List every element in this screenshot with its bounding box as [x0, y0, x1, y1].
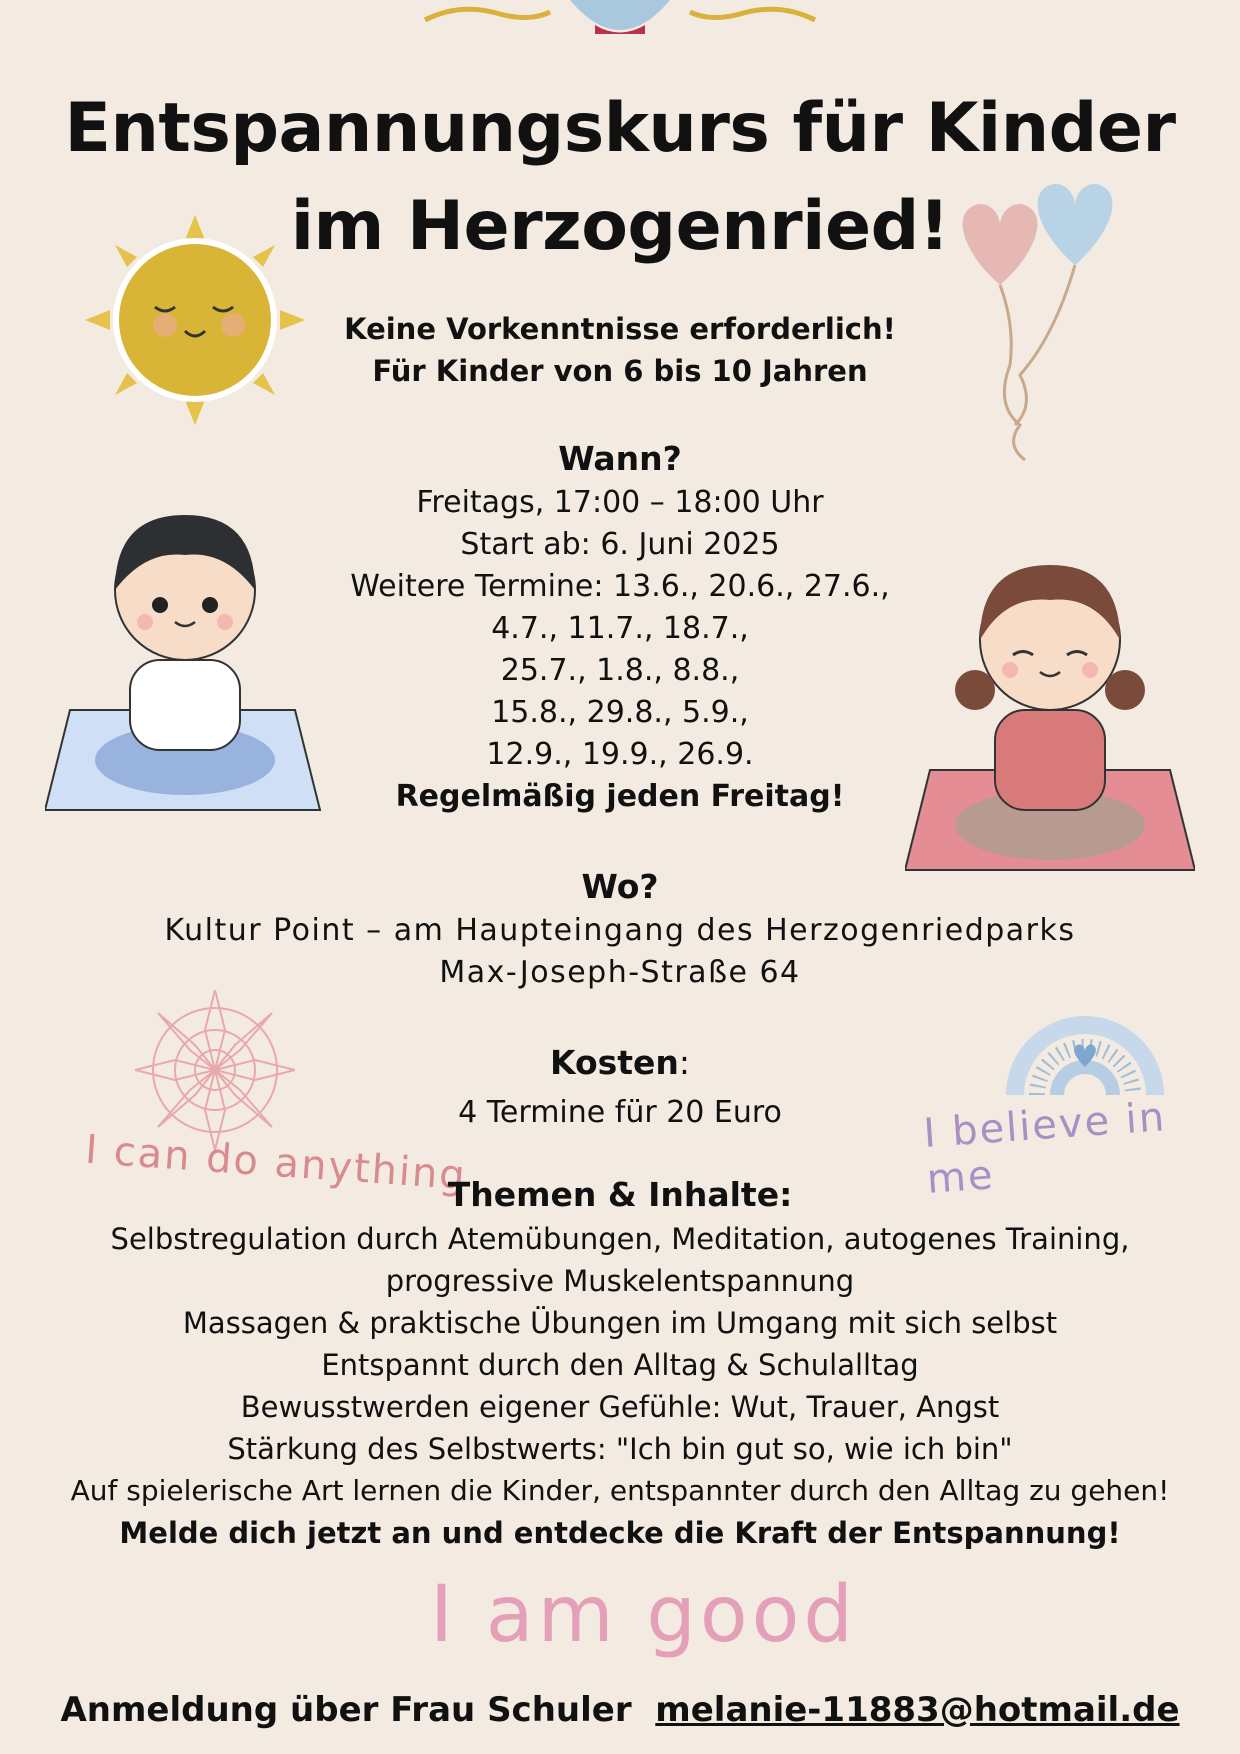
topic-line: progressive Muskelentspannung — [385, 1264, 855, 1298]
bottom-script-text: I am good — [430, 1570, 857, 1660]
intro-line-2: Für Kinder von 6 bis 10 Jahren — [372, 354, 868, 388]
page-title: Entspannungskurs für Kinder im Herzogenried! — [64, 89, 1176, 266]
topic-line: Bewusstwerden eigener Gefühle: Wut, Trauer, Angst — [240, 1390, 1000, 1424]
cost-text: 4 Termine für 20 Euro — [458, 1095, 782, 1130]
intro — [0, 308, 1240, 392]
cost-heading: Kosten — [549, 1043, 679, 1082]
where-line-2: Max-Joseph-Straße 64 — [439, 955, 801, 990]
when-line: Start ab: 6. Juni 2025 — [460, 527, 780, 562]
when-line: Weitere Termine: 13.6., 20.6., 27.6., — [350, 569, 890, 604]
topic-line: Entspannt durch den Alltag & Schulalltag — [321, 1348, 919, 1382]
right-script-text: I believe in me — [922, 1094, 1168, 1203]
when-emphasis: Regelmäßig jeden Freitag! — [395, 779, 845, 814]
email-link[interactable]: melanie-11883@hotmail.de — [655, 1690, 1180, 1730]
topic-line: Massagen & praktische Übungen im Umgang mit sich selbst — [182, 1306, 1058, 1340]
topics-section — [0, 1172, 1240, 1554]
where-section — [0, 864, 1240, 994]
footer-label: Anmeldung über Frau Schuler — [60, 1690, 632, 1730]
left-script-text: I can do anything — [83, 1126, 469, 1200]
when-section — [0, 436, 1240, 818]
when-line: 12.9., 19.9., 26.9. — [486, 737, 754, 772]
cost-section — [0, 1040, 1240, 1134]
topic-line: Selbstregulation durch Atemübungen, Meditation, autogenes Training, — [110, 1222, 1130, 1256]
topic-line: Stärkung des Selbstwerts: "Ich bin gut so, wie ich bin" — [227, 1432, 1013, 1466]
when-heading: Wann? — [558, 439, 682, 478]
cost-heading-colon: : — [678, 1043, 691, 1082]
top-ornament — [420, 0, 820, 40]
topics-heading: Themen & Inhalte: — [447, 1175, 793, 1214]
intro-line-1: Keine Vorkenntnisse erforderlich! — [344, 312, 896, 346]
footer — [0, 1690, 1240, 1730]
when-line: 25.7., 1.8., 8.8., — [500, 653, 740, 688]
when-line: 15.8., 29.8., 5.9., — [491, 695, 749, 730]
where-line-1: Kultur Point – am Haupteingang des Herzogenriedparks — [164, 913, 1076, 948]
when-line: Freitags, 17:00 – 18:00 Uhr — [416, 485, 824, 520]
call-to-action: Melde dich jetzt an und entdecke die Kraft der Entspannung! — [119, 1516, 1121, 1550]
when-line: 4.7., 11.7., 18.7., — [491, 611, 749, 646]
topic-line: Auf spielerische Art lernen die Kinder, entspannter durch den Alltag zu gehen! — [70, 1474, 1170, 1507]
where-heading: Wo? — [581, 867, 659, 906]
